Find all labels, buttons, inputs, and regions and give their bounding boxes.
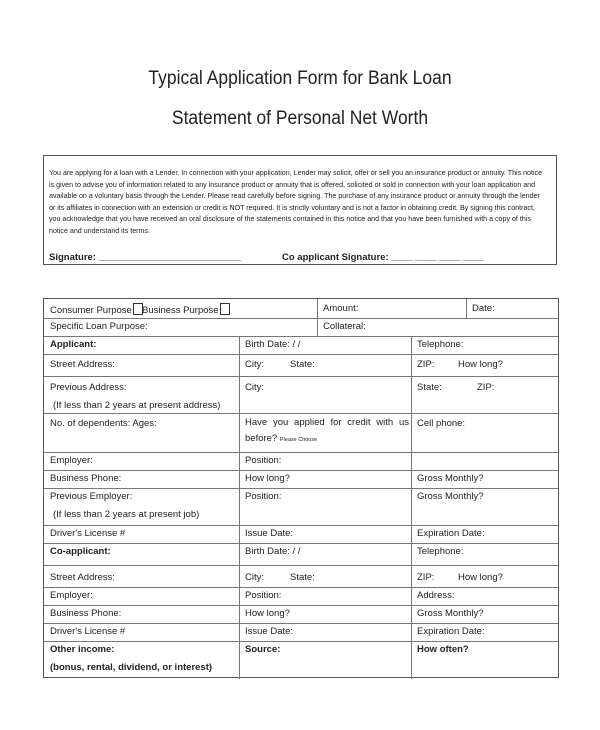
co-position-field[interactable]: Position: (245, 590, 282, 601)
loan-application-table (43, 298, 559, 678)
form-subtitle: Statement of Personal Net Worth (171, 108, 429, 129)
state-field[interactable]: State: (290, 359, 315, 370)
employer-field[interactable]: Employer: (50, 455, 93, 466)
please-choose-select[interactable]: Please Choose (279, 437, 318, 443)
consumer-purpose-option[interactable] (50, 303, 143, 316)
previous-employer-note: (If less than 2 years at present job) (53, 509, 200, 520)
co-issue-date-field[interactable]: Issue Date: (245, 626, 294, 637)
employment-how-long-field[interactable]: How long? (245, 473, 290, 484)
business-purpose-option[interactable] (142, 303, 230, 316)
expiration-date-field[interactable]: Expiration Date: (417, 528, 485, 539)
co-street-address-field[interactable]: Street Address: (50, 572, 115, 583)
business-purpose-label: Business Purpose (142, 305, 219, 316)
applied-credit-question[interactable] (245, 415, 409, 448)
co-drivers-license-field[interactable]: Driver's License # (50, 626, 126, 637)
co-telephone-field[interactable]: Telephone: (417, 546, 464, 557)
city-field[interactable]: City: (245, 359, 264, 370)
specific-loan-purpose-field[interactable]: Specific Loan Purpose: (50, 321, 148, 332)
consumer-purpose-label: Consumer Purpose (50, 305, 132, 316)
applicant-field[interactable]: Applicant: (50, 339, 97, 350)
co-address-field[interactable]: Address: (417, 590, 455, 601)
street-address-field[interactable]: Street Address: (50, 359, 115, 370)
form-title: Typical Application Form for Bank Loan (148, 68, 452, 89)
previous-city-field[interactable]: City: (245, 382, 264, 393)
telephone-field[interactable]: Telephone: (417, 339, 464, 350)
issue-date-field[interactable]: Issue Date: (245, 528, 294, 539)
previous-employer-field[interactable]: Previous Employer: (50, 491, 133, 502)
business-phone-field[interactable]: Business Phone: (50, 473, 122, 484)
date-field[interactable]: Date: (472, 303, 495, 314)
signature-line[interactable]: Signature: ___________________________ (49, 252, 242, 263)
gross-monthly-field[interactable]: Gross Monthly? (417, 473, 484, 484)
zip-field[interactable]: ZIP: (417, 359, 435, 370)
cell-phone-field[interactable]: Cell phone: (417, 418, 466, 429)
previous-address-field[interactable]: Previous Address: (50, 382, 127, 393)
co-gross-monthly-field[interactable]: Gross Monthly? (417, 608, 484, 619)
position-field[interactable]: Position: (245, 455, 282, 466)
income-source-field[interactable]: Source: (245, 644, 281, 655)
drivers-license-field[interactable]: Driver's License # (50, 528, 126, 539)
income-how-often-field[interactable]: How often? (417, 644, 469, 655)
other-income-note: (bonus, rental, dividend, or interest) (50, 662, 213, 673)
amount-field[interactable]: Amount: (323, 303, 359, 314)
co-birth-date-field[interactable]: Birth Date: / / (245, 546, 301, 557)
co-applicant-field[interactable]: Co-applicant: (50, 546, 111, 557)
co-applicant-signature-line[interactable]: Co applicant Signature: ____ ____ ____ ____ (282, 252, 484, 263)
co-employment-how-long-field[interactable]: How long? (245, 608, 290, 619)
birth-date-field[interactable]: Birth Date: / / (245, 339, 301, 350)
previous-zip-field[interactable]: ZIP: (477, 382, 495, 393)
collateral-field[interactable]: Collateral: (323, 321, 366, 332)
dependents-field[interactable]: No. of dependents: Ages: (50, 418, 157, 429)
co-expiration-date-field[interactable]: Expiration Date: (417, 626, 485, 637)
notice-text: You are applying for a loan with a Lender. In connection with your application, Lender may solicit, offer or sell you an insurance product or annuity. This notice is given to advise you of information related to any insurance product or annuity that is offered, solicited or sold in connection with your loan application and available on a voluntary basis through the Lender. Please read carefully before signing. The purchase of any insurance product or annuity through the lender or its affiliates in connection with an extension or credit is NOT required. It is strictly voluntary and is not a factor in obtaining credit. By signing this contract, you acknowledge that you have received an oral disclosure of the statements contained in this notice and that you have been furnished with a copy of this notice and understand its terms. (49, 169, 543, 235)
co-how-long-field[interactable]: How long? (458, 572, 503, 583)
applied-credit-label: Have you applied for credit with us before? (245, 417, 409, 444)
previous-address-note: (If less than 2 years at present address) (53, 400, 221, 411)
co-zip-field[interactable]: ZIP: (417, 572, 435, 583)
other-income-field[interactable]: Other income: (50, 644, 115, 655)
how-long-field[interactable]: How long? (458, 359, 503, 370)
co-city-field[interactable]: City: (245, 572, 264, 583)
co-employer-field[interactable]: Employer: (50, 590, 93, 601)
previous-position-field[interactable]: Position: (245, 491, 282, 502)
co-state-field[interactable]: State: (290, 572, 315, 583)
business-purpose-checkbox[interactable] (220, 303, 230, 315)
insurance-notice-box (43, 155, 557, 265)
previous-state-field[interactable]: State: (417, 382, 442, 393)
co-business-phone-field[interactable]: Business Phone: (50, 608, 122, 619)
previous-gross-monthly-field[interactable]: Gross Monthly? (417, 491, 484, 502)
